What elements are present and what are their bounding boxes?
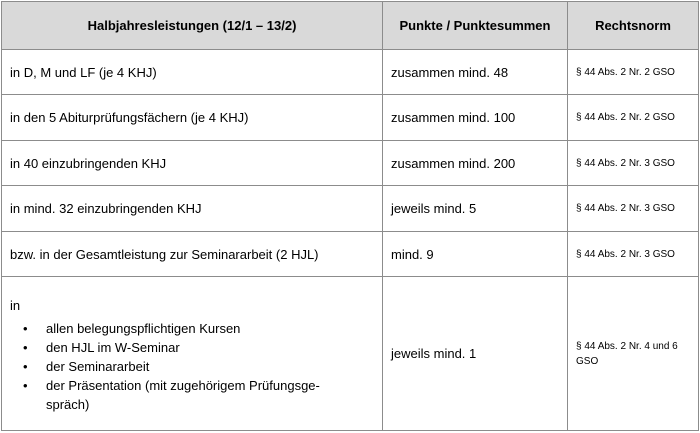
- header-rechtsnorm: Rechtsnorm: [568, 2, 699, 50]
- norm-line: § 44 Abs. 2 Nr. 4 und 6: [576, 340, 678, 352]
- cell-leistung-list: [2, 277, 383, 431]
- bullet-list: [10, 319, 374, 414]
- header-halbjahresleistungen: Halbjahresleistungen (12/1 – 13/2): [2, 2, 383, 50]
- table-row: [2, 140, 699, 185]
- cell-punkte: jeweils mind. 1: [383, 277, 568, 431]
- cell-norm: § 44 Abs. 2 Nr. 3 GSO: [568, 231, 699, 276]
- cell-leistung: in 40 einzubringenden KHJ: [2, 140, 383, 185]
- cell-norm: § 44 Abs. 2 Nr. 3 GSO: [568, 140, 699, 185]
- list-item: • allen belegungspflichtigen Kursen: [46, 319, 374, 338]
- list-item-continuation: spräch): [46, 396, 90, 412]
- cell-punkte: zusammen mind. 48: [383, 50, 568, 95]
- cell-punkte: zusammen mind. 100: [383, 95, 568, 140]
- table-row: [2, 231, 699, 276]
- list-item: • den HJL im W-Seminar: [46, 338, 374, 357]
- cell-norm: [568, 277, 699, 431]
- cell-norm: § 44 Abs. 2 Nr. 2 GSO: [568, 95, 699, 140]
- cell-leistung: in D, M und LF (je 4 KHJ): [2, 50, 383, 95]
- norm-line: GSO: [576, 355, 599, 367]
- cell-punkte: zusammen mind. 200: [383, 140, 568, 185]
- table-row: [2, 277, 699, 431]
- cell-leistung: in mind. 32 einzubringenden KHJ: [2, 186, 383, 231]
- table-header-row: [2, 2, 699, 50]
- cell-punkte: jeweils mind. 5: [383, 186, 568, 231]
- table-row: [2, 50, 699, 95]
- header-punkte: Punkte / Punktesummen: [383, 2, 568, 50]
- list-item: • der Seminararbeit: [46, 357, 374, 376]
- table-row: [2, 186, 699, 231]
- list-intro: in: [10, 297, 21, 313]
- cell-norm: § 44 Abs. 2 Nr. 2 GSO: [568, 50, 699, 95]
- cell-norm: § 44 Abs. 2 Nr. 3 GSO: [568, 186, 699, 231]
- cell-leistung: in den 5 Abiturprüfungsfächern (je 4 KHJ): [2, 95, 383, 140]
- list-item: • der Präsentation (mit zugehörigem Prüfungsge-: [46, 376, 374, 395]
- cell-punkte: mind. 9: [383, 231, 568, 276]
- requirements-table: [1, 1, 699, 431]
- table-row: [2, 95, 699, 140]
- cell-leistung: bzw. in der Gesamtleistung zur Seminararbeit (2 HJL): [2, 231, 383, 276]
